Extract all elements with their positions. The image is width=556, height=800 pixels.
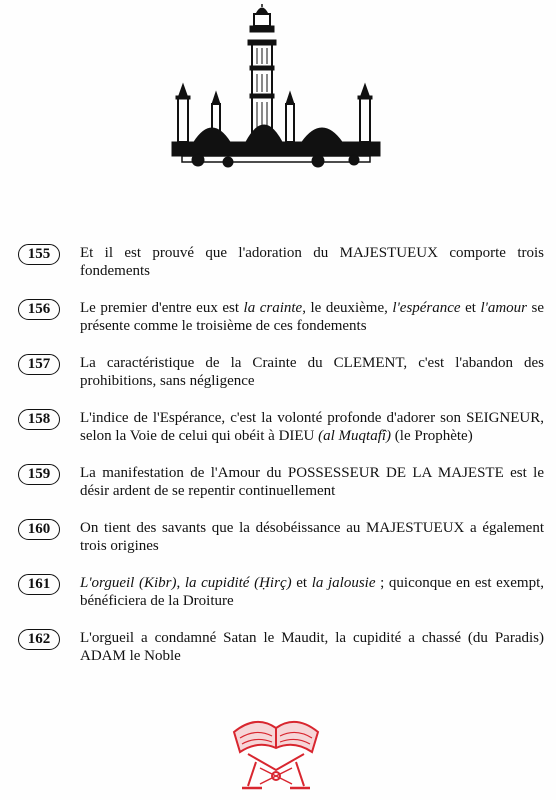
verse-text-emphasis: (al Muqtafî) bbox=[318, 428, 392, 444]
verse-text-emphasis: l'espérance bbox=[392, 300, 461, 316]
verse-number-badge: 155 bbox=[18, 244, 60, 265]
verse-text bbox=[80, 464, 544, 500]
verse-text-segment: et bbox=[291, 575, 312, 591]
verse-number-badge: 158 bbox=[18, 409, 60, 430]
verse-text-emphasis: L'orgueil (Kibr) bbox=[80, 575, 177, 591]
verse-item bbox=[18, 629, 544, 665]
mosque-illustration bbox=[168, 4, 388, 184]
verse-text bbox=[80, 519, 544, 555]
verse-text-emphasis: (Ḥirç) bbox=[254, 575, 292, 591]
verse-text-segment: L'indice de l'Espérance, c'est la volonté profonde d'adorer son SEIGNEUR, selon la Voie de celui qui obéit à DIEU bbox=[80, 410, 544, 444]
verse-text-segment: ; quiconque en est exempt, bénéficiera de la Droiture bbox=[80, 575, 545, 609]
verse-text bbox=[80, 299, 544, 335]
verse-number-badge: 160 bbox=[18, 519, 60, 540]
verse-text bbox=[80, 244, 544, 280]
verse-text bbox=[80, 409, 544, 445]
verse-item bbox=[18, 464, 544, 500]
verse-text-segment: L'orgueil a condamné Satan le Maudit, la cupidité a chassé (du Paradis) ADAM le Noble bbox=[80, 630, 544, 664]
verse-item bbox=[18, 409, 544, 445]
verse-text bbox=[80, 629, 544, 665]
verse-number-badge: 157 bbox=[18, 354, 60, 375]
verse-text-segment: La caractéristique de la Crainte du CLEMENT, c'est l'abandon des prohibitions, sans négligence bbox=[80, 355, 544, 389]
verse-item bbox=[18, 299, 544, 335]
verse-text-segment: , le deuxième, bbox=[302, 300, 393, 316]
verse-number-badge: 162 bbox=[18, 629, 60, 650]
verses-list bbox=[18, 244, 544, 684]
verse-text bbox=[80, 574, 544, 610]
verse-text-segment: Et il est prouvé que l'adoration du MAJESTUEUX comporte trois fondements bbox=[80, 245, 544, 279]
verse-text-segment: , bbox=[176, 575, 185, 591]
quran-book-illustration bbox=[228, 708, 324, 794]
verse-text-emphasis: la jalousie bbox=[311, 575, 376, 591]
verse-text-segment: Le premier d'entre eux est bbox=[80, 300, 244, 316]
verse-text bbox=[80, 354, 544, 390]
verse-text-segment: se présente comme le troisième de ces fondements bbox=[80, 300, 545, 334]
verse-item bbox=[18, 244, 544, 280]
verse-text-emphasis: la crainte bbox=[243, 300, 303, 316]
verse-number-badge: 159 bbox=[18, 464, 60, 485]
verse-item bbox=[18, 574, 544, 610]
verse-item bbox=[18, 354, 544, 390]
verse-number-badge: 156 bbox=[18, 299, 60, 320]
verse-text-emphasis: la cupidité bbox=[184, 575, 250, 591]
verse-item bbox=[18, 519, 544, 555]
verse-text-segment: et bbox=[460, 300, 481, 316]
verse-text-segment: La manifestation de l'Amour du POSSESSEUR DE LA MAJESTE est le désir ardent de se repentir continuellement bbox=[80, 465, 544, 499]
verse-text-segment: (le Prophète) bbox=[391, 428, 473, 444]
verse-text-emphasis: l'amour bbox=[480, 300, 527, 316]
verse-text-segment: On tient des savants que la désobéissance au MAJESTUEUX a également trois origines bbox=[80, 520, 544, 554]
verse-number-badge: 161 bbox=[18, 574, 60, 595]
